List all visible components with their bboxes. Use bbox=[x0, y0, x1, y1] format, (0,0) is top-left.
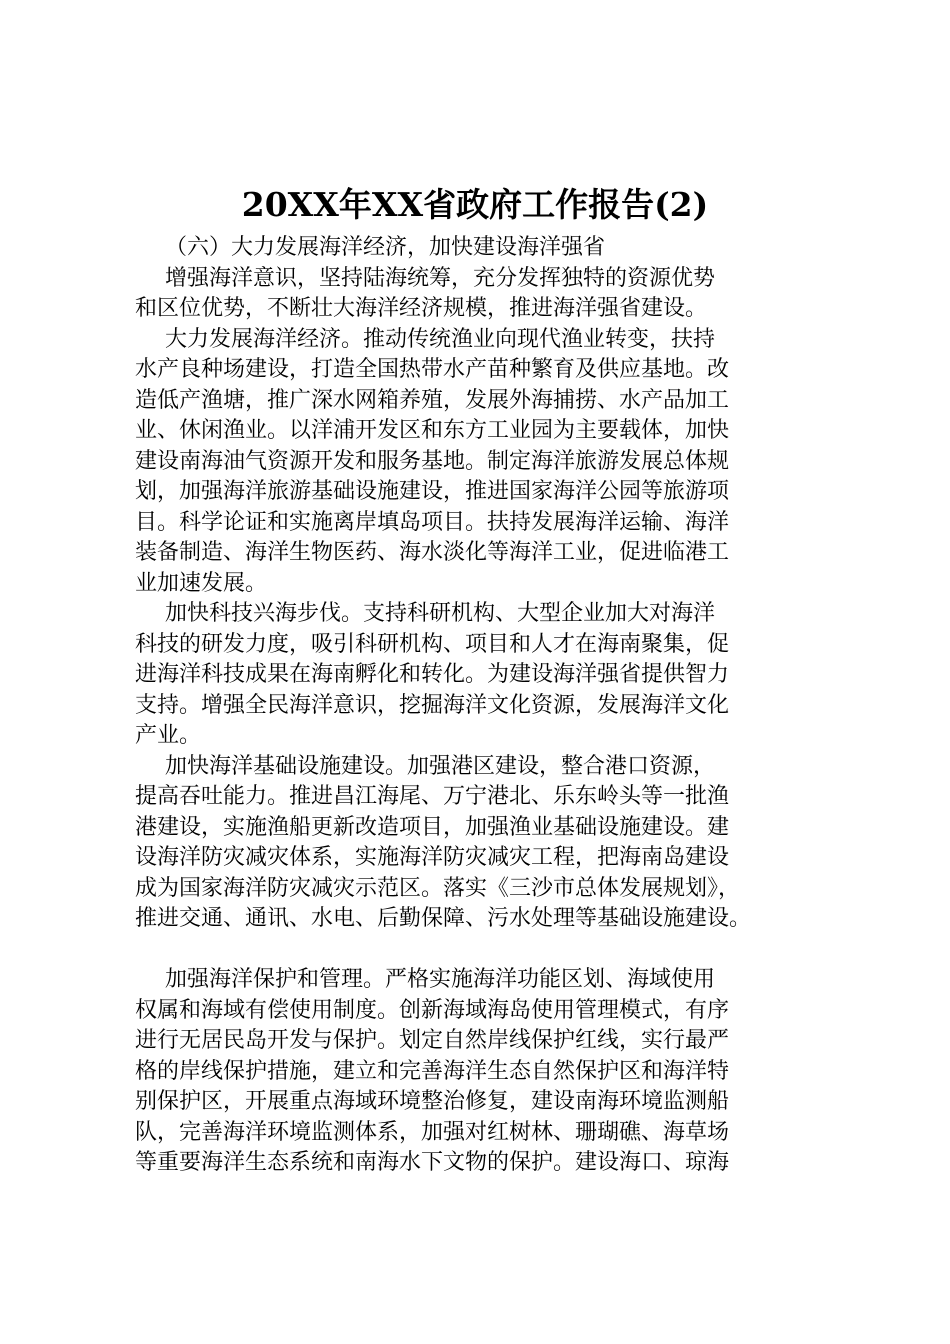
paragraph-line: 划，加强海洋旅游基础设施建设，推进国家海洋公园等旅游项 bbox=[135, 479, 730, 504]
paragraph-line: 科技的研发力度，吸引科研机构、项目和人才在海南聚集，促 bbox=[135, 631, 730, 657]
paragraph-line: 队，完善海洋环境监测体系，加强对红树林、珊瑚礁、海草场 bbox=[135, 1119, 730, 1145]
paragraph-line: 权属和海域有偿使用制度。创新海域海岛使用管理模式，有序 bbox=[135, 997, 730, 1023]
paragraph-line: 造低产渔塘，推广深水网箱养殖，发展外海捕捞、水产品加工 bbox=[135, 387, 730, 413]
paragraph-line: 支持。增强全民海洋意识，挖掘海洋文化资源，发展海洋文化 bbox=[135, 692, 730, 718]
paragraph-line: 加快科技兴海步伐。支持科研机构、大型企业加大对海洋 bbox=[165, 601, 716, 626]
paragraph-line: 加强海洋保护和管理。严格实施海洋功能区划、海域使用 bbox=[165, 967, 716, 992]
blank-line bbox=[135, 935, 835, 966]
paragraph-line: 格的岸线保护措施，建立和完善海洋生态自然保护区和海洋特 bbox=[135, 1058, 730, 1084]
paragraph-line: 水产良种场建设，打造全国热带水产苗种繁育及供应基地。改 bbox=[135, 357, 730, 382]
paragraph-line: 设海洋防灾减灾体系，实施海洋防灾减灾工程，把海南岛建设 bbox=[135, 845, 730, 870]
paragraph-line: 进海洋科技成果在海南孵化和转化。为建设海洋强省提供智力 bbox=[135, 662, 730, 687]
paragraph-line: 和区位优势，不断壮大海洋经济规模，推进海洋强省建设。 bbox=[135, 296, 708, 321]
document-title: 20XX年XX省政府工作报告(2) bbox=[241, 185, 709, 224]
document-body bbox=[135, 233, 835, 1179]
paragraph-line: 业、休闲渔业。以洋浦开发区和东方工业园为主要载体，加快 bbox=[135, 418, 730, 443]
paragraph-line: 业加速发展。 bbox=[135, 570, 268, 596]
paragraph-line: 等重要海洋生态系统和南海水下文物的保护。建设海口、琼海 bbox=[135, 1150, 730, 1175]
paragraph-line: 港建设，实施渔船更新改造项目，加强渔业基础设施建设。建 bbox=[135, 814, 730, 840]
paragraph-line: 增强海洋意识，坚持陆海统筹，充分发挥独特的资源优势 bbox=[165, 265, 716, 291]
paragraph-line: 成为国家海洋防灾减灾示范区。落实《三沙市总体发展规划》， bbox=[135, 875, 741, 901]
paragraph-line: 提高吞吐能力。推进昌江海尾、万宁港北、乐东岭头等一批渔 bbox=[135, 784, 730, 809]
paragraph-line: 装备制造、海洋生物医药、海水淡化等海洋工业，促进临港工 bbox=[135, 540, 730, 565]
paragraph-line: 建设南海油气资源开发和服务基地。制定海洋旅游发展总体规 bbox=[135, 448, 730, 474]
section-heading: （六）大力发展海洋经济，加快建设海洋强省 bbox=[165, 235, 606, 260]
paragraph-line: 加快海洋基础设施建设。加强港区建设，整合港口资源， bbox=[165, 753, 716, 779]
paragraph-line: 推进交通、通讯、水电、后勤保障、污水处理等基础设施建设。 bbox=[135, 906, 752, 931]
paragraph-line: 大力发展海洋经济。推动传统渔业向现代渔业转变，扶持 bbox=[165, 326, 716, 352]
paragraph-line: 别保护区，开展重点海域环境整治修复，建设南海环境监测船 bbox=[135, 1089, 730, 1114]
paragraph-line: 目。科学论证和实施离岸填岛项目。扶持发展海洋运输、海洋 bbox=[135, 509, 730, 535]
paragraph-line: 产业。 bbox=[135, 723, 202, 748]
paragraph-line: 进行无居民岛开发与保护。划定自然岸线保护红线，实行最严 bbox=[135, 1028, 730, 1053]
